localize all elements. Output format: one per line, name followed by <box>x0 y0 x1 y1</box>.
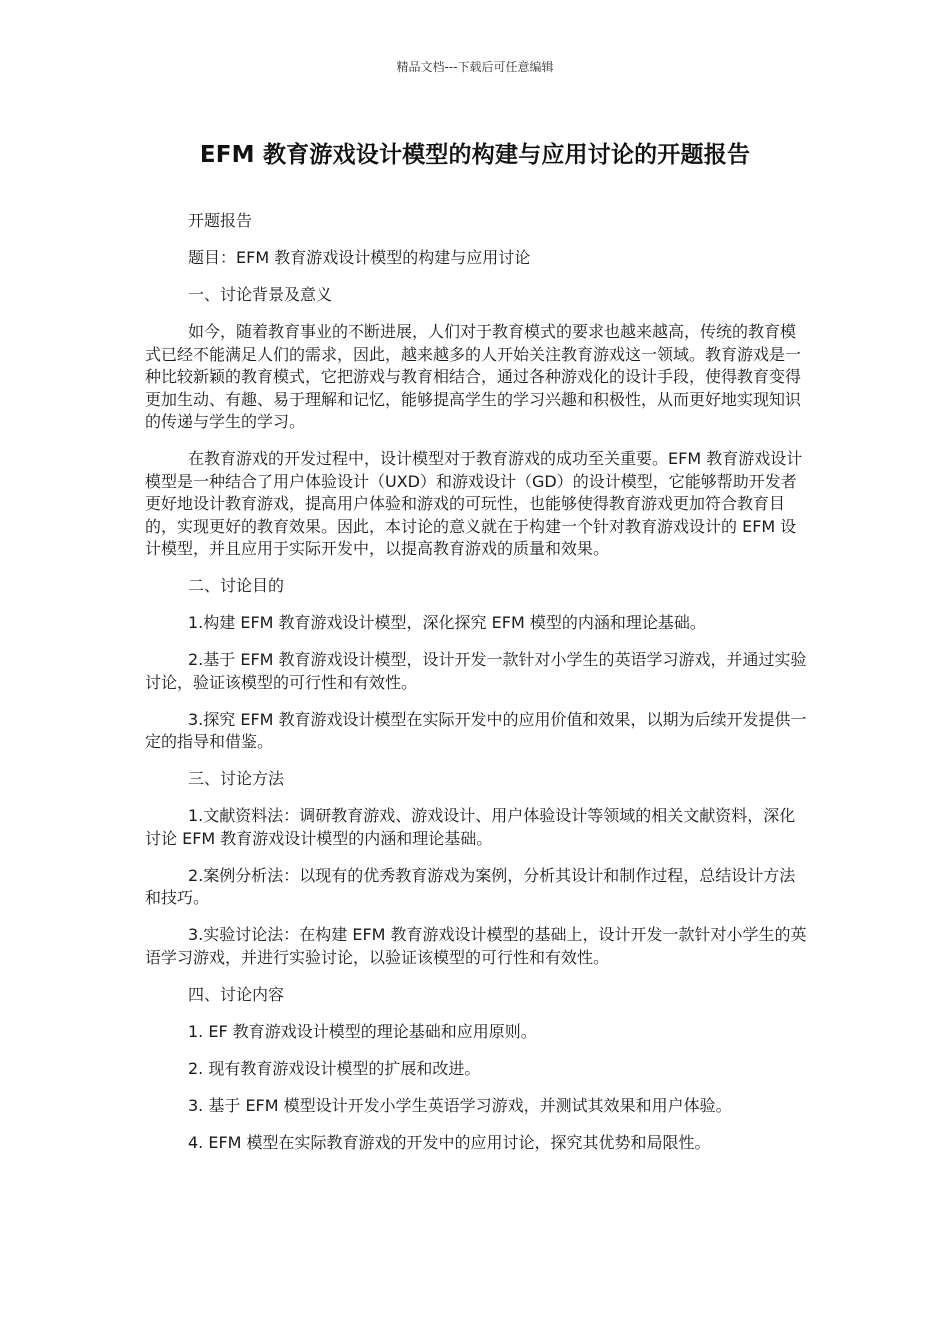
content-item-1: 1. EF 教育游戏设计模型的理论基础和应用原则。 <box>188 1021 537 1041</box>
section-heading-methods: 三、讨论方法 <box>188 769 285 788</box>
document-title: EFM 教育游戏设计模型的构建与应用讨论的开题报告 <box>199 142 751 168</box>
purpose-item-3: 3.探究 EFM 教育游戏设计模型在实际开发中的应用价值和效果，以期为后续开发提供一定的指导和借鉴。 <box>145 709 807 751</box>
content-item-2: 2. 现有教育游戏设计模型的扩展和改进。 <box>188 1058 481 1078</box>
method-item-3: 3.实验讨论法：在构建 EFM 教育游戏设计模型的基础上，设计开发一款针对小学生的英语学习游戏，并进行实验讨论，以验证该模型的可行性和有效性。 <box>145 925 807 967</box>
content-item-3: 3. 基于 EFM 模型设计开发小学生英语学习游戏，并测试其效果和用户体验。 <box>188 1095 732 1115</box>
section-heading-content: 四、讨论内容 <box>188 984 285 1004</box>
document-body <box>145 210 810 1169</box>
header-note: 精品文档---下载后可任意编辑 <box>396 60 554 74</box>
purpose-item-2: 2.基于 EFM 教育游戏设计模型，设计开发一款针对小学生的英语学习游戏，并通过实验讨论，验证该模型的可行性和有效性。 <box>145 650 807 692</box>
section-heading-purpose: 二、讨论目的 <box>188 576 285 595</box>
topic-line: 题目：EFM 教育游戏设计模型的构建与应用讨论 <box>188 248 531 267</box>
method-item-1: 1.文献资料法：调研教育游戏、游戏设计、用户体验设计等领域的相关文献资料，深化讨论 EFM 教育游戏设计模型的内涵和理论基础。 <box>145 806 796 848</box>
label-proposal: 开题报告 <box>188 211 253 230</box>
section-heading-background: 一、讨论背景及意义 <box>188 285 333 304</box>
method-item-2: 2.案例分析法：以现有的优秀教育游戏为案例，分析其设计和制作过程，总结设计方法和技巧。 <box>145 865 796 907</box>
paragraph-background-1: 如今，随着教育事业的不断进展，人们对于教育模式的要求也越来越高，传统的教育模式已经不能满足人们的需求，因此，越来越多的人开始关注教育游戏这一领域。教育游戏是一种比较新颖的教育模式，它把游戏与教育相结合，通过各种游戏化的设计手段，使得教育变得更加生动、有趣、易于理解和记忆，能够提高学生的学习兴趣和积极性，从而更好地实现知识的传递与学生的学习。 <box>145 322 802 431</box>
content-item-4: 4. EFM 模型在实际教育游戏的开发中的应用讨论，探究其优势和局限性。 <box>188 1132 711 1152</box>
paragraph-background-2: 在教育游戏的开发过程中，设计模型对于教育游戏的成功至关重要。EFM 教育游戏设计模型是一种结合了用户体验设计（UXD）和游戏设计（GD）的设计模型，它能够帮助开发者更好地设计教育游戏，提高用户体验和游戏的可玩性，也能够使得教育游戏更加符合教育目的，实现更好的教育效果。因此，本讨论的意义就在于构建一个针对教育游戏设计的 EFM 设计模型，并且应用于实际开发中，以提高教育游戏的质量和效果。 <box>145 449 803 558</box>
purpose-item-1: 1.构建 EFM 教育游戏设计模型，深化探究 EFM 模型的内涵和理论基础。 <box>188 613 706 632</box>
